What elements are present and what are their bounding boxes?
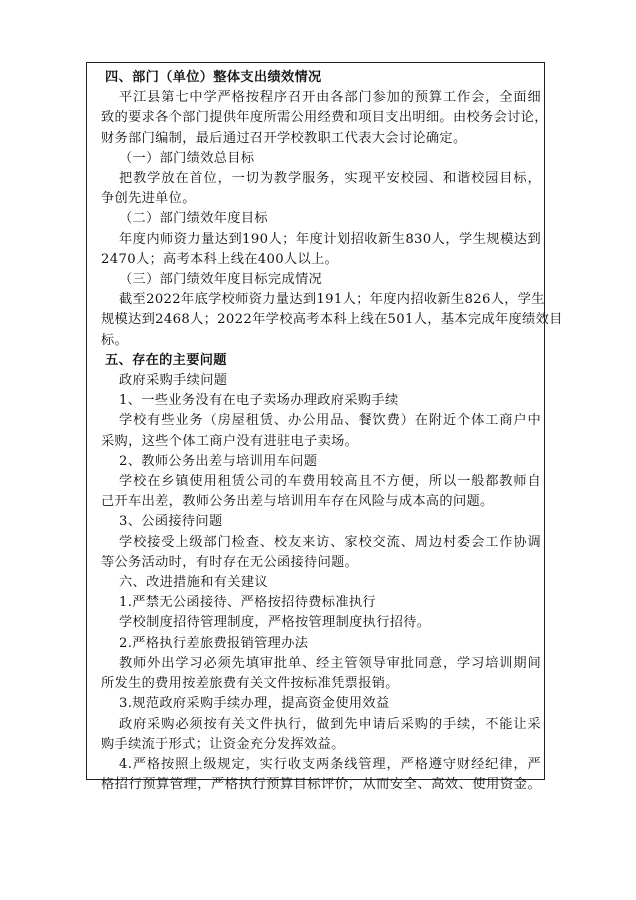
paragraph-line: 学校有些业务（房屋租赁、办公用品、餐饮费）在附近个体工商户中 [119,413,541,429]
paragraph-line: 财务部门编制，最后通过召开学校教职工代表大会讨论确定。 [101,130,467,146]
section-heading-4: 四、部门（单位）整体支出绩效情况 [105,70,322,85]
paragraph-line: 购手续流于形式；让资金充分发挥效益。 [101,736,345,752]
subheading: 3、公函接待问题 [119,514,223,530]
paragraph-line: 2470人；高考本科上线在400人以上。 [101,251,339,267]
paragraph-line: 致的要求各个部门提供年度所需公用经费和项目支出明细。由校务会讨论， [101,110,548,126]
subheading: 2.严格执行差旅费报销管理办法 [119,635,309,651]
subheading: 2、教师公务出差与培训用车问题 [119,453,318,469]
paragraph-line: 格招行预算管理，严格执行预算目标评价，从而安全、高效、使用资金。 [101,777,541,793]
subheading: 1、一些业务没有在电子卖场办理政府采购手续 [119,393,399,409]
paragraph-line: 政府采购必须按有关文件执行，做到先申请后采购的手续，不能让采 [119,716,541,732]
paragraph-line: 把教学放在首位，一切为教学服务，实现平安校园、和谐校园目标， [119,171,541,187]
document-body [101,68,563,795]
paragraph-line: 争创先进单位。 [101,191,196,207]
paragraph-line: 学校在乡镇使用租赁公司的车费用较高且不方便，所以一般都教师自 [119,474,541,490]
subheading: 3.规范政府采购手续办理，提高资金使用效益 [119,696,390,712]
subheading: 1.严禁无公函接待、严格按招待费标准执行 [119,595,376,611]
paragraph-line: 4.严格按照上级规定，实行收支两条线管理，严格遵守财经纪律，严 [119,756,541,772]
section-heading-6: 六、改进措施和有关建议 [119,575,268,591]
paragraph-line: 平江县第七中学严格按程序召开由各部门参加的预算工作会，全面细 [119,90,541,106]
paragraph-line: 等公务活动时，有时存在无公函接待问题。 [101,554,359,570]
paragraph-line: 教师外出学习必须先填审批单、经主管领导审批同意，学习培训期间 [119,655,541,671]
subheading: （一）部门绩效总目标 [119,150,255,166]
subheading: 政府采购手续问题 [119,373,228,389]
paragraph-line: 规模达到2468人；2022年学校高考本科上线在501人，基本完成年度绩效目 [101,312,563,328]
paragraph-line: 学校接受上级部门检查、校友来访、家校交流、周边村委会工作协调 [119,534,541,550]
subheading: （二）部门绩效年度目标 [119,211,268,227]
paragraph-line: 己开车出差，教师公务出差与培训用车存在风险与成本高的问题。 [101,494,494,510]
paragraph-line: 年度内师资力量达到190人；年度计划招收新生830人，学生规模达到 [119,231,541,247]
subheading: （三）部门绩效年度目标完成情况 [119,272,323,288]
paragraph-line: 学校制度招待管理制度，严格按管理制度执行招待。 [119,615,431,631]
section-heading-5: 五、存在的主要问题 [105,352,227,368]
paragraph-line: 截至2022年底学校师资力量达到191人；年度内招收新生826人，学生 [119,292,545,308]
paragraph-line: 所发生的费用按差旅费有关文件按标准凭票报销。 [101,676,399,692]
paragraph-line: 采购，这些个体工商户没有进驻电子卖场。 [101,433,359,449]
paragraph-line: 标。 [101,332,129,348]
